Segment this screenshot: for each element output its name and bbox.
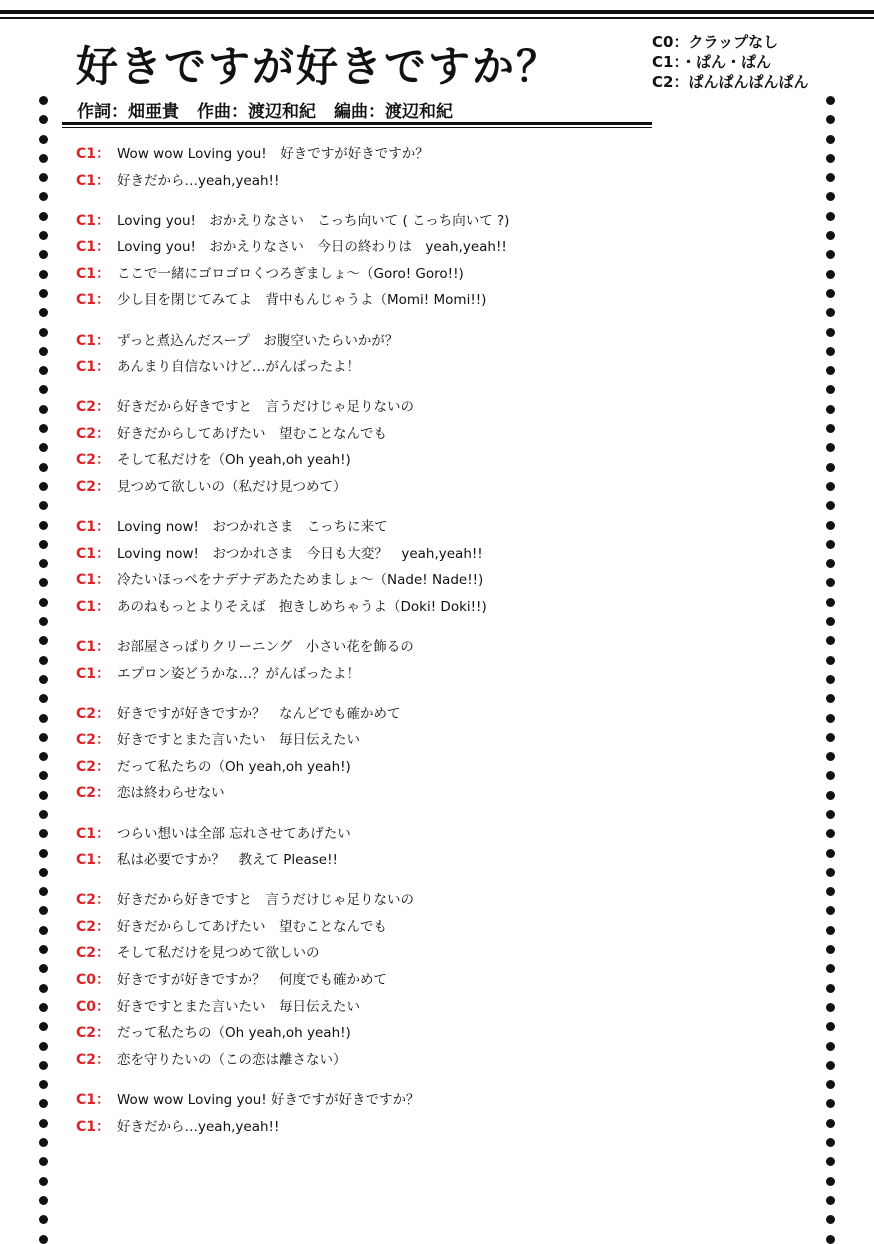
lyric-text: ここで一緒にゴロゴロくつろぎましょ〜（Goro! Goro!!) — [117, 265, 464, 282]
clap-tag: C1： — [76, 825, 111, 842]
lyric-line — [76, 821, 776, 848]
lyric-line — [76, 754, 776, 781]
lyric-line — [76, 634, 776, 661]
lyric-text: だって私たちの（Oh yeah,oh yeah!) — [117, 758, 351, 775]
border-dot — [39, 714, 48, 723]
clap-legend — [652, 32, 808, 92]
lyric-line — [76, 141, 776, 168]
lyric-text: だって私たちの（Oh yeah,oh yeah!) — [117, 1025, 351, 1042]
border-dot — [826, 1215, 835, 1224]
border-dot — [826, 135, 835, 144]
lyricist-credit: 作詞：畑亜貴 — [77, 102, 179, 122]
border-dot — [826, 1042, 835, 1051]
border-dot — [39, 578, 48, 587]
lyric-line — [76, 994, 776, 1021]
border-dot — [39, 617, 48, 626]
border-dot — [826, 347, 835, 356]
border-dot — [39, 849, 48, 858]
lyric-text: Loving now! おつかれさま 今日も大変？ yeah,yeah!! — [117, 545, 483, 562]
lyric-line — [76, 514, 776, 541]
border-dot — [826, 192, 835, 201]
border-dot — [826, 656, 835, 665]
border-dot — [826, 771, 835, 780]
legend-item-c0: C0：クラップなし — [652, 33, 779, 51]
clap-tag: C1： — [76, 332, 111, 349]
border-dot — [39, 1003, 48, 1012]
lyric-line — [76, 421, 776, 448]
border-dot — [826, 501, 835, 510]
lyric-line — [76, 967, 776, 994]
clap-tag: C2： — [76, 452, 111, 469]
border-dot — [39, 656, 48, 665]
border-dot — [39, 540, 48, 549]
lyric-line — [76, 567, 776, 594]
border-dot — [39, 1080, 48, 1089]
border-dot — [826, 405, 835, 414]
arranger-credit: 編曲：渡辺和紀 — [334, 102, 453, 122]
border-dot — [826, 1138, 835, 1147]
lyric-line — [76, 234, 776, 261]
border-dot — [826, 617, 835, 626]
clap-tag: C1： — [76, 545, 111, 562]
border-dot — [826, 1157, 835, 1166]
border-dot — [39, 829, 48, 838]
border-dot — [39, 328, 48, 337]
lyric-text: 好きですとまた言いたい 毎日伝えたい — [117, 732, 360, 749]
lyric-text: 好きだからしてあげたい 望むことなんでも — [117, 425, 387, 442]
lyric-line — [76, 727, 776, 754]
lyric-block — [76, 701, 776, 807]
lyric-line — [76, 328, 776, 355]
border-dot — [826, 482, 835, 491]
border-dot — [826, 810, 835, 819]
border-dot — [826, 115, 835, 124]
border-dot — [39, 598, 48, 607]
credits-underline — [62, 122, 652, 125]
border-dot — [39, 424, 48, 433]
border-dot — [826, 945, 835, 954]
clap-tag: C2： — [76, 918, 111, 935]
border-dot — [39, 1196, 48, 1205]
clap-tag: C1： — [76, 146, 111, 162]
lyric-block — [76, 1087, 776, 1140]
lyric-block — [76, 821, 776, 874]
border-dot — [39, 1022, 48, 1031]
border-dot — [39, 810, 48, 819]
border-dot — [826, 1061, 835, 1070]
border-dot — [826, 1022, 835, 1031]
composer-credit: 作曲：渡辺和紀 — [197, 102, 316, 122]
border-dot — [39, 501, 48, 510]
lyric-text: そして私だけを（Oh yeah,oh yeah!) — [117, 452, 351, 469]
border-dot — [39, 733, 48, 742]
border-dot — [826, 829, 835, 838]
border-dot — [826, 598, 835, 607]
border-dot — [826, 463, 835, 472]
lyric-text: あんまり自信ないけど…がんばったよ！ — [117, 359, 360, 376]
border-dot — [826, 270, 835, 279]
clap-tag: C1： — [76, 665, 111, 682]
clap-tag: C0： — [76, 998, 111, 1015]
border-dot — [39, 964, 48, 973]
clap-tag: C2： — [76, 892, 111, 909]
lyric-text: 見つめて欲しいの（私だけ見つめて） — [117, 479, 347, 496]
lyric-text: 私は必要ですか？ 教えて Please!! — [117, 852, 338, 869]
border-dot — [826, 366, 835, 375]
border-dot — [39, 771, 48, 780]
lyric-text: 好きだから…yeah,yeah!! — [117, 172, 280, 189]
border-dot — [826, 714, 835, 723]
border-dot — [826, 1080, 835, 1089]
lyric-text: Wow wow Loving you! 好きですが好きですか？ — [117, 146, 429, 162]
lyrics — [76, 141, 776, 1154]
left-dot-border — [37, 96, 49, 1234]
border-dot — [39, 1042, 48, 1051]
border-dot — [39, 887, 48, 896]
lyric-text: 少し目を閉じてみてよ 背中もんじゃうよ（Momi! Momi!!) — [117, 292, 487, 309]
border-dot — [39, 1099, 48, 1108]
border-dot — [39, 347, 48, 356]
border-dot — [39, 173, 48, 182]
lyric-line — [76, 594, 776, 621]
lyric-line — [76, 287, 776, 314]
border-dot — [39, 212, 48, 221]
border-dot — [39, 675, 48, 684]
border-dot — [39, 694, 48, 703]
clap-tag: C1： — [76, 172, 111, 189]
border-dot — [826, 1003, 835, 1012]
border-dot — [826, 887, 835, 896]
border-dot — [39, 135, 48, 144]
lyric-text: あのねもっとよりそえば 抱きしめちゃうよ（Doki! Doki!!) — [117, 598, 487, 615]
border-dot — [39, 482, 48, 491]
border-dot — [39, 270, 48, 279]
clap-tag: C2： — [76, 785, 111, 802]
lyric-line — [76, 1114, 776, 1141]
lyric-block — [76, 208, 776, 314]
border-dot — [39, 1157, 48, 1166]
song-title: 好きですが好きですか？ — [76, 42, 561, 91]
border-dot — [39, 1177, 48, 1186]
lyric-text: ずっと煮込んだスープ お腹空いたらいかが？ — [117, 332, 399, 349]
lyric-text: つらい想いは全部 忘れさせてあげたい — [117, 825, 351, 842]
border-dot — [826, 328, 835, 337]
border-dot — [826, 250, 835, 259]
lyric-line — [76, 474, 776, 501]
border-dot — [39, 405, 48, 414]
border-dot — [39, 1235, 48, 1244]
lyric-text: お部屋さっぱりクリーニング 小さい花を飾るの — [117, 639, 414, 655]
border-dot — [826, 212, 835, 221]
lyric-line — [76, 1020, 776, 1047]
lyric-line — [76, 1087, 776, 1114]
lyric-line — [76, 940, 776, 967]
border-dot — [39, 1061, 48, 1070]
lyric-block — [76, 328, 776, 381]
border-dot — [826, 1099, 835, 1108]
border-dot — [39, 443, 48, 452]
border-dot — [826, 231, 835, 240]
lyric-block — [76, 887, 776, 1073]
lyric-text: 好きだから好きですと 言うだけじゃ足りないの — [117, 892, 414, 909]
lyric-text: Loving you! おかえりなさい こっち向いて ( こっち向いて ?) — [117, 212, 510, 229]
clap-tag: C2： — [76, 758, 111, 775]
clap-tag: C2： — [76, 732, 111, 749]
border-dot — [39, 1119, 48, 1128]
lyric-block — [76, 141, 776, 194]
lyric-line — [76, 701, 776, 728]
lyric-text: エプロン姿どうかな…？がんばったよ！ — [117, 665, 360, 682]
lyric-text: 恋は終わらせない — [117, 785, 225, 802]
border-dot — [39, 1215, 48, 1224]
border-dot — [826, 578, 835, 587]
lyric-block — [76, 394, 776, 500]
lyric-block — [76, 634, 776, 687]
credits — [77, 97, 453, 122]
border-dot — [39, 906, 48, 915]
clap-tag: C2： — [76, 945, 111, 962]
clap-tag: C1： — [76, 1091, 111, 1108]
border-dot — [826, 521, 835, 530]
clap-tag: C1： — [76, 359, 111, 376]
lyric-text: 恋を守りたいの（この恋は離さない） — [117, 1051, 347, 1068]
clap-tag: C1： — [76, 572, 111, 589]
lyric-line — [76, 661, 776, 688]
top-rule-thin — [0, 17, 874, 19]
border-dot — [826, 1119, 835, 1128]
border-dot — [39, 96, 48, 105]
lyric-line — [76, 447, 776, 474]
lyric-text: 冷たいほっぺをナデナデあたためましょ〜（Nade! Nade!!) — [117, 572, 484, 589]
clap-tag: C1： — [76, 852, 111, 869]
lyric-text: そして私だけを見つめて欲しいの — [117, 945, 320, 962]
lyric-line — [76, 1047, 776, 1074]
clap-tag: C1： — [76, 265, 111, 282]
clap-tag: C2： — [76, 479, 111, 496]
border-dot — [39, 385, 48, 394]
border-dot — [39, 366, 48, 375]
right-dot-border — [824, 96, 836, 1234]
border-dot — [826, 443, 835, 452]
lyric-line — [76, 914, 776, 941]
border-dot — [39, 868, 48, 877]
border-dot — [39, 231, 48, 240]
border-dot — [826, 559, 835, 568]
lyric-line — [76, 354, 776, 381]
border-dot — [39, 1138, 48, 1147]
clap-tag: C1： — [76, 598, 111, 615]
border-dot — [826, 636, 835, 645]
lyric-line — [76, 208, 776, 235]
border-dot — [826, 385, 835, 394]
clap-tag: C2： — [76, 1051, 111, 1068]
border-dot — [39, 636, 48, 645]
border-dot — [39, 984, 48, 993]
border-dot — [39, 521, 48, 530]
border-dot — [826, 1196, 835, 1205]
lyric-line — [76, 394, 776, 421]
clap-tag: C1： — [76, 639, 111, 655]
border-dot — [826, 1235, 835, 1244]
lyric-line — [76, 261, 776, 288]
legend-item-c2: C2：ぱんぱんぱんぱん — [652, 73, 809, 91]
lyric-text: 好きだからしてあげたい 望むことなんでも — [117, 918, 387, 935]
border-dot — [826, 791, 835, 800]
clap-tag: C1： — [76, 292, 111, 309]
border-dot — [39, 154, 48, 163]
border-dot — [826, 906, 835, 915]
clap-tag: C1： — [76, 519, 111, 536]
border-dot — [39, 945, 48, 954]
lyric-line — [76, 541, 776, 568]
border-dot — [826, 173, 835, 182]
border-dot — [826, 752, 835, 761]
clap-tag: C2： — [76, 399, 111, 416]
lyric-text: 好きだから好きですと 言うだけじゃ足りないの — [117, 399, 414, 416]
border-dot — [39, 791, 48, 800]
border-dot — [826, 540, 835, 549]
clap-tag: C1： — [76, 239, 111, 256]
border-dot — [826, 733, 835, 742]
lyric-text: 好きですとまた言いたい 毎日伝えたい — [117, 998, 360, 1015]
border-dot — [826, 926, 835, 935]
border-dot — [39, 308, 48, 317]
clap-tag: C2： — [76, 1025, 111, 1042]
border-dot — [39, 926, 48, 935]
clap-tag: C1： — [76, 1118, 111, 1135]
lyric-text: Loving you! おかえりなさい 今日の終わりは yeah,yeah!! — [117, 239, 507, 256]
border-dot — [826, 1177, 835, 1186]
clap-tag: C2： — [76, 705, 111, 722]
clap-tag: C0： — [76, 972, 111, 989]
lyric-text: 好きだから…yeah,yeah!! — [117, 1118, 280, 1135]
lyric-line — [76, 847, 776, 874]
lyric-text: 好きですが好きですか？ なんどでも確かめて — [117, 705, 401, 722]
border-dot — [39, 752, 48, 761]
top-rule-thick — [0, 10, 874, 14]
border-dot — [826, 849, 835, 858]
border-dot — [826, 154, 835, 163]
border-dot — [39, 289, 48, 298]
lyric-text: 好きですが好きですか？ 何度でも確かめて — [117, 972, 387, 989]
border-dot — [39, 559, 48, 568]
border-dot — [826, 289, 835, 298]
border-dot — [826, 694, 835, 703]
border-dot — [826, 964, 835, 973]
clap-tag: C1： — [76, 212, 111, 229]
border-dot — [39, 115, 48, 124]
border-dot — [826, 868, 835, 877]
border-dot — [826, 424, 835, 433]
lyric-text: Loving now! おつかれさま こっちに来て — [117, 519, 388, 536]
border-dot — [826, 675, 835, 684]
lyric-line — [76, 780, 776, 807]
credits-underline-thin — [62, 127, 652, 128]
border-dot — [39, 463, 48, 472]
border-dot — [39, 250, 48, 259]
lyric-line — [76, 168, 776, 195]
border-dot — [826, 308, 835, 317]
border-dot — [826, 984, 835, 993]
clap-tag: C2： — [76, 425, 111, 442]
lyric-block — [76, 514, 776, 620]
lyric-text: Wow wow Loving you! 好きですが好きですか？ — [117, 1091, 420, 1108]
border-dot — [826, 96, 835, 105]
border-dot — [39, 192, 48, 201]
lyric-line — [76, 887, 776, 914]
legend-item-c1: C1：・ぱん・ぱん — [652, 53, 771, 71]
